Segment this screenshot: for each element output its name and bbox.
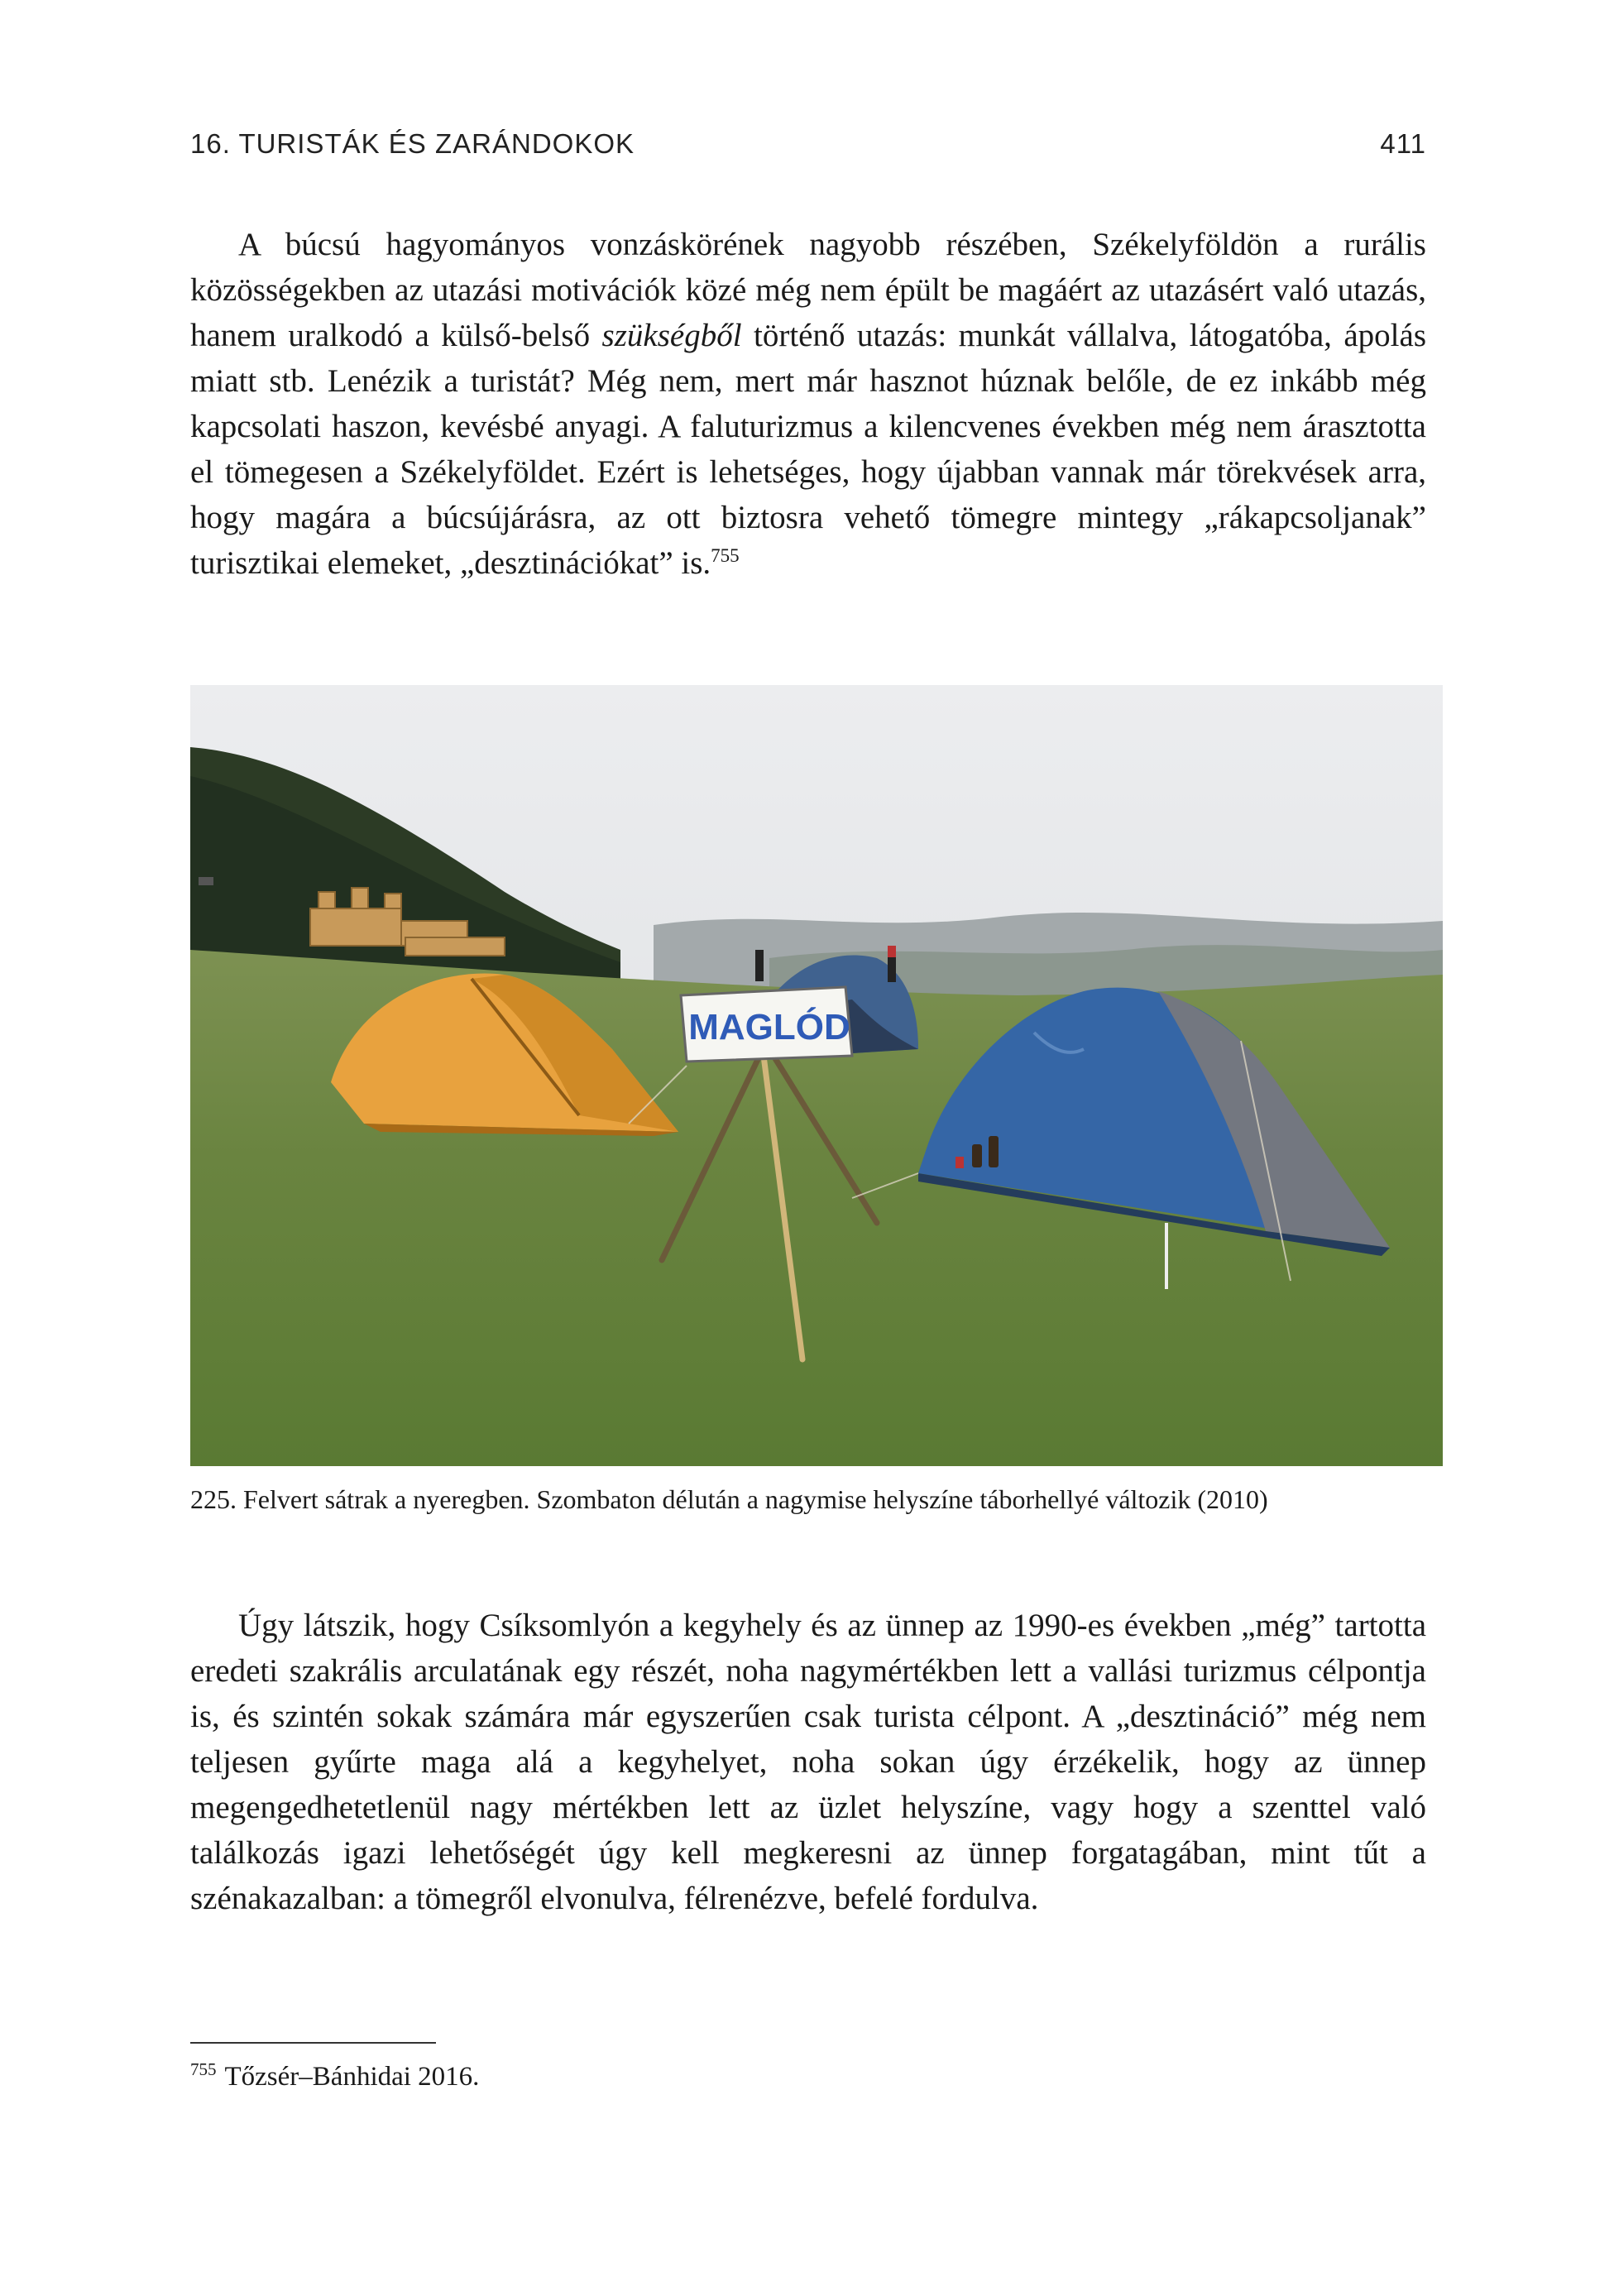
footnote-text: Tőzsér–Bánhidai 2016.: [224, 2062, 480, 2092]
photo-tents-in-saddle: [190, 685, 1443, 1466]
paragraph-1-text-b: történő utazás: munkát vállalva, látogatóba, ápolás miatt stb. Lenézik a turistát? Még nem, mert már hasznot húznak belőle, de ez inkább még kapcsolati haszon, kevésbé anyagi. A faluturizmus a kilencvenes években még nem árasztotta el tömegesen a Székelyföldet. Ezért is lehetséges, hogy újabban vannak már törekvések arra, hogy magára a búcsújárásra, az ott biztosra vehető tömegre mintegy „rákapcsoljanak” turisztikai elemeket, „desztinációkat” is.: [190, 318, 1426, 581]
paragraph-1-italic: szükségből: [601, 318, 742, 353]
page-number: 411: [1380, 128, 1426, 159]
footnote-reference[interactable]: 755: [711, 545, 740, 566]
footnote-number: 755: [190, 2059, 217, 2079]
paragraph-1-text-a: A búcsú hagyományos vonzáskörének nagyobb részében, Székelyföldön a rurális közösségekben az utazási motivációk közé még nem épült be magáért az utazásért való utazás, hanem uralkodó a külső-belső: [190, 227, 1426, 353]
paragraph-1: [190, 222, 1426, 586]
running-header: [190, 128, 1426, 160]
chapter-title: 16. TURISTÁK ÉS ZARÁNDOKOK: [190, 128, 635, 159]
paragraph-2: Úgy látszik, hogy Csíksomlyón a kegyhely és az ünnep az 1990-es években „még” tartotta eredeti szakrális arculatának egy részét, noha nagymértékben lett a vallási turizmus célpontja is, és szintén sokak számára már egyszerűen csak turista célpont. A „desztináció” még nem teljesen gyűrte maga alá a kegyhelyet, noha sokan úgy érzékelik, hogy az ünnep megengedhetetlenül nagy mértékben lett az üzlet helyszíne, vagy hogy a szenttel való találkozás igazi lehetőségét úgy kell megkeresni az ünnep forgatagában, mint tűt a szénakazalban: a tömegről elvonulva, félrenézve, befelé fordulva.: [190, 1608, 1426, 1916]
footnote-divider: [190, 2042, 436, 2044]
footnote: [190, 2059, 1426, 2095]
figure-caption: 225. Felvert sátrak a nyeregben. Szombaton délután a nagymise helyszíne táborhellyé változik (2010): [190, 1484, 1268, 1514]
maglod-sign: [681, 987, 852, 1062]
sign-text: MAGLÓD: [688, 1007, 850, 1047]
